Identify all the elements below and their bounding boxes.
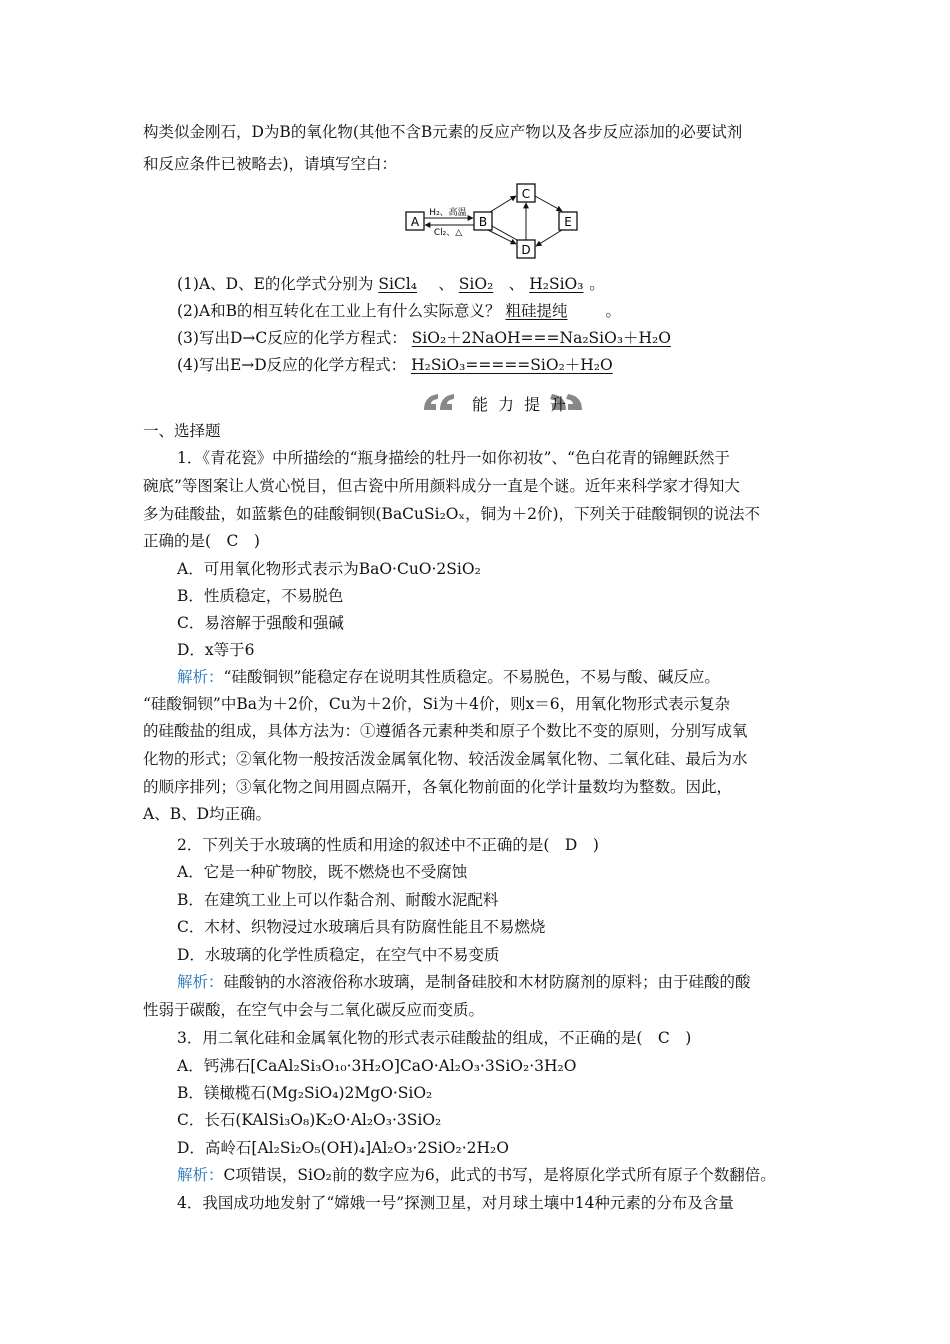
option-line: C．易溶解于强酸和强碱 <box>177 614 344 632</box>
section-title: 能力提升 <box>472 395 577 414</box>
arrow-label-top: H₂、高温 <box>429 208 467 218</box>
question-line <box>0 328 950 348</box>
q1-answer-e: H₂SiO₃ <box>529 275 584 293</box>
option-line: A．它是一种矿物胶，既不燃烧也不受腐蚀 <box>177 863 468 881</box>
q3-answer: SiO₂＋2NaOH===Na₂SiO₃＋H₂O <box>411 329 671 347</box>
option-line: C．木材、织物浸过水玻璃后具有防腐性能且不易燃烧 <box>177 918 546 936</box>
option-line: C．长石(KAlSi₃O₈)K₂O·Al₂O₃·3SiO₂ <box>177 1111 442 1129</box>
q1-answer-a: SiCl₄ <box>378 275 417 293</box>
q4-prefix: (4)写出E→D反应的化学方程式： <box>177 356 407 374</box>
text-line: 4．我国成功地发射了“嫦娥一号”探测卫星，对月球土壤中14种元素的分布及含量 <box>177 1194 734 1212</box>
option-line: B．在建筑工业上可以作黏合剂、耐酸水泥配料 <box>177 891 499 909</box>
question-line <box>0 274 950 294</box>
node-d-label: D <box>521 243 531 257</box>
text-line: 和反应条件已被略去)，请填写空白： <box>143 155 398 173</box>
analysis-label: 解析： <box>177 668 224 686</box>
separator: 、 <box>508 275 525 293</box>
analysis-text: 硅酸钠的水溶液俗称水玻璃，是制备硅胶和木材防腐剂的原料；由于硅酸的酸 <box>223 973 751 991</box>
section-banner <box>418 388 598 416</box>
reaction-diagram <box>402 180 582 262</box>
q2-answer: 粗硅提纯 <box>505 302 568 320</box>
node-a-label: A <box>410 215 420 229</box>
q1-answer-d: SiO₂ <box>458 275 494 293</box>
analysis-text: “硅酸铜钡”能稳定存在说明其性质稳定。不易脱色，不易与酸、碱反应。 <box>223 668 720 686</box>
text-line: 一、选择题 <box>143 422 221 440</box>
text-line: 构类似金刚石，D为B的氧化物(其他不含B元素的反应产物以及各步反应添加的必要试剂 <box>143 123 743 141</box>
option-line: D．高岭石[Al₂Si₂O₅(OH)₄]Al₂O₃·2SiO₂·2H₂O <box>177 1139 509 1157</box>
text-line: 多为硅酸盐，如蓝紫色的硅酸铜钡(BaCuSi₂Oₓ，铜为＋2价)，下列关于硅酸铜钡的说法不 <box>143 505 760 523</box>
node-e-label: E <box>564 215 572 229</box>
text-line: 的顺序排列；③氧化物之间用圆点隔开，各氧化物前面的化学计量数均为整数。因此， <box>143 778 733 796</box>
q3-prefix: (3)写出D→C反应的化学方程式： <box>177 329 407 347</box>
option-line: D．x等于6 <box>177 641 255 659</box>
option-line: D．水玻璃的化学性质稳定，在空气中不易变质 <box>177 946 500 964</box>
text-line: 的硅酸盐的组成，具体方法为：①遵循各元素种类和原子个数比不变的原则，分别写成氧 <box>143 722 748 740</box>
question-line <box>0 355 950 375</box>
q1-prefix: (1)A、D、E的化学式分别为 <box>177 275 374 293</box>
question-line <box>0 301 950 321</box>
text-line: A、B、D均正确。 <box>143 805 272 823</box>
separator: 、 <box>438 275 454 293</box>
q2-prefix: (2)A和B的相互转化在工业上有什么实际意义？ <box>177 302 501 320</box>
analysis-label: 解析： <box>177 973 224 991</box>
option-line: B．性质稳定，不易脱色 <box>177 587 344 605</box>
arrow-label-bottom: Cl₂、△ <box>433 228 463 238</box>
sentence-end: 。 <box>589 275 605 293</box>
analysis-text: C项错误，SiO₂前的数字应为6，此式的书写，是将原化学式所有原子个数翻倍。 <box>223 1166 776 1184</box>
node-b-label: B <box>478 215 488 229</box>
text-line: 正确的是( C ) <box>143 532 260 550</box>
arrow-c-to-e <box>535 196 562 211</box>
text-line: 碗底”等图案让人赏心悦目，但古瓷中所用颜料成分一直是个谜。近年来科学家才得知大 <box>143 477 740 495</box>
text-line: 化物的形式；②氧化物一般按活泼金属氧化物、较活泼金属氧化物、二氧化硅、最后为水 <box>143 750 748 768</box>
option-line: A．可用氧化物形式表示为BaO·CuO·2SiO₂ <box>177 560 481 578</box>
option-line: B．镁橄榄石(Mg₂SiO₄)2MgO·SiO₂ <box>177 1084 433 1102</box>
arrow-e-to-d <box>536 230 562 246</box>
q4-answer: H₂SiO₃=====SiO₂＋H₂O <box>411 356 613 374</box>
sentence-end: 。 <box>605 302 621 320</box>
text-line: 2．下列关于水玻璃的性质和用途的叙述中不正确的是( D ) <box>177 836 599 854</box>
analysis-label: 解析： <box>177 1166 224 1184</box>
text-line: 性弱于碳酸，在空气中会与二氧化碳反应而变质。 <box>143 1001 485 1019</box>
text-line: “硅酸铜钡”中Ba为＋2价，Cu为＋2价，Si为＋4价，则x＝6，用氧化物形式表示复杂 <box>143 695 731 713</box>
analysis-line <box>0 667 950 687</box>
analysis-line <box>0 972 950 992</box>
option-line: A．钙沸石[CaAl₂Si₃O₁₀·3H₂O]CaO·Al₂O₃·3SiO₂·3H₂O <box>177 1057 577 1075</box>
analysis-line <box>0 1165 950 1185</box>
text-line: 1．《青花瓷》中所描绘的“瓶身描绘的牡丹一如你初妆”、“色白花青的锦鲤跃然于 <box>177 449 730 467</box>
node-c-label: C <box>521 187 531 201</box>
text-line: 3．用二氧化硅和金属氧化物的形式表示硅酸盐的组成，不正确的是( C ) <box>177 1029 692 1047</box>
arrow-b-to-c <box>490 196 516 212</box>
